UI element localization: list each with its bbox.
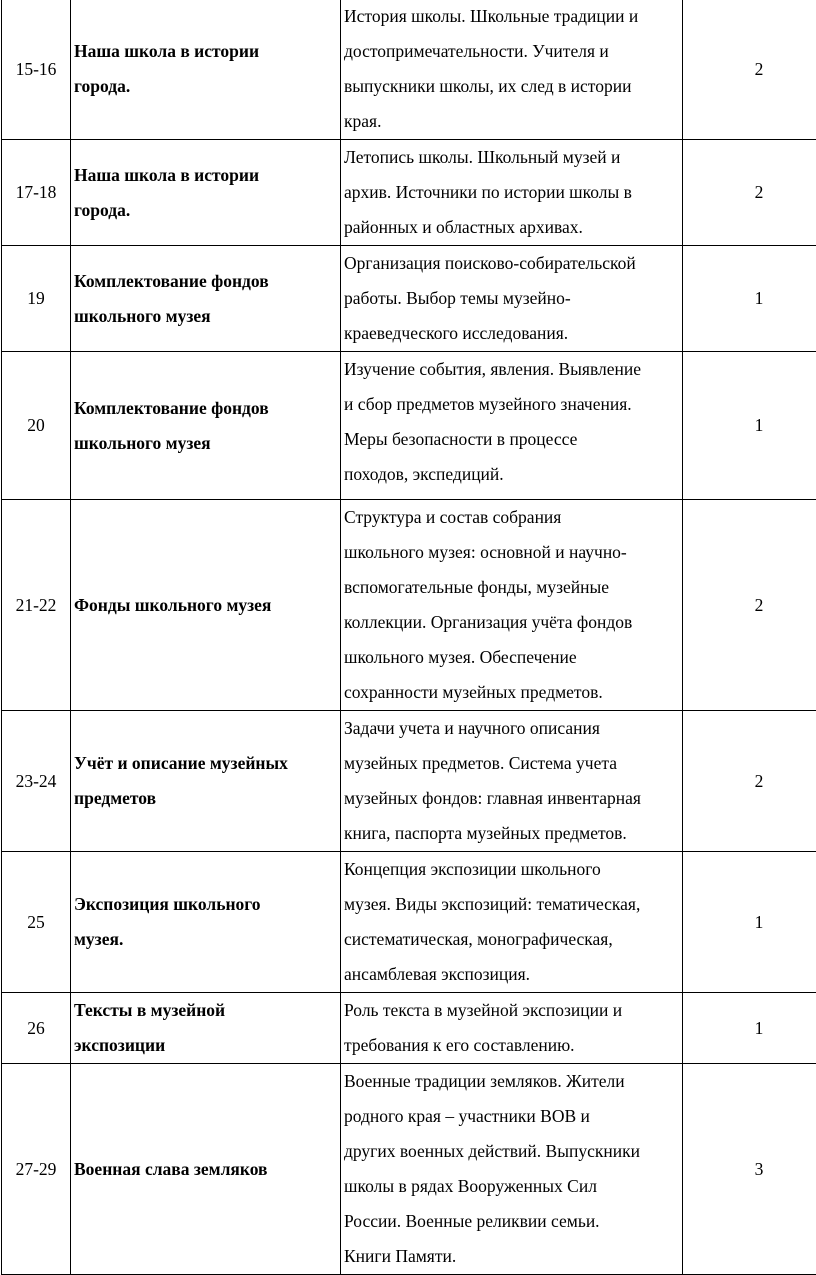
table-row bbox=[2, 711, 816, 852]
hours-count: 1 bbox=[683, 993, 816, 1064]
hours-count: 2 bbox=[683, 140, 816, 246]
lesson-number: 27-29 bbox=[2, 1064, 71, 1275]
topic-content: Изучение события, явления. Выявление и сбор предметов музейного значения. Меры безопасности в процессе походов, экспедиций. bbox=[341, 352, 683, 500]
hours-count: 3 bbox=[683, 1064, 816, 1275]
topic-content: Концепция экспозиции школьного музея. Виды экспозиций: тематическая, систематическая, монографическая, ансамблевая экспозиция. bbox=[341, 852, 683, 993]
table-row bbox=[2, 140, 816, 246]
lesson-number: 26 bbox=[2, 993, 71, 1064]
topic-title: Военная слава земляков bbox=[71, 1064, 341, 1275]
curriculum-table bbox=[1, 0, 816, 1275]
topic-content: Организация поисково-собирательской работы. Выбор темы музейно- краеведческого исследования. bbox=[341, 246, 683, 352]
lesson-number: 19 bbox=[2, 246, 71, 352]
hours-count: 2 bbox=[683, 711, 816, 852]
table-row bbox=[2, 1064, 816, 1275]
topic-content: Роль текста в музейной экспозиции и требования к его составлению. bbox=[341, 993, 683, 1064]
hours-count: 1 bbox=[683, 352, 816, 500]
table-row bbox=[2, 246, 816, 352]
topic-title: Тексты в музейной экспозиции bbox=[71, 993, 341, 1064]
hours-count: 1 bbox=[683, 246, 816, 352]
lesson-number: 23-24 bbox=[2, 711, 71, 852]
lesson-number: 15-16 bbox=[2, 0, 71, 140]
topic-content: История школы. Школьные традиции и достопримечательности. Учителя и выпускники школы, их след в истории края. bbox=[341, 0, 683, 140]
table-row bbox=[2, 993, 816, 1064]
topic-title: Комплектование фондов школьного музея bbox=[71, 352, 341, 500]
topic-title: Наша школа в истории города. bbox=[71, 140, 341, 246]
lesson-number: 17-18 bbox=[2, 140, 71, 246]
topic-title: Наша школа в истории города. bbox=[71, 0, 341, 140]
topic-title: Экспозиция школьного музея. bbox=[71, 852, 341, 993]
lesson-number: 21-22 bbox=[2, 500, 71, 711]
topic-title: Комплектование фондов школьного музея bbox=[71, 246, 341, 352]
lesson-number: 20 bbox=[2, 352, 71, 500]
topic-content: Структура и состав собрания школьного музея: основной и научно- вспомогательные фонды, музейные коллекции. Организация учёта фондов школьного музея. Обеспечение сохранности музейных предметов. bbox=[341, 500, 683, 711]
table-row bbox=[2, 852, 816, 993]
table-row bbox=[2, 352, 816, 500]
table-row bbox=[2, 0, 816, 140]
hours-count: 1 bbox=[683, 852, 816, 993]
table-row bbox=[2, 500, 816, 711]
topic-content: Летопись школы. Школьный музей и архив. Источники по истории школы в районных и областных архивах. bbox=[341, 140, 683, 246]
topic-title: Учёт и описание музейных предметов bbox=[71, 711, 341, 852]
lesson-number: 25 bbox=[2, 852, 71, 993]
topic-content: Военные традиции земляков. Жители родного края – участники ВОВ и других военных действий. Выпускники школы в рядах Вооруженных Сил России. Военные реликвии семьи. Книги Памяти. bbox=[341, 1064, 683, 1275]
hours-count: 2 bbox=[683, 0, 816, 140]
topic-content: Задачи учета и научного описания музейных предметов. Система учета музейных фондов: главная инвентарная книга, паспорта музейных предметов. bbox=[341, 711, 683, 852]
topic-title: Фонды школьного музея bbox=[71, 500, 341, 711]
hours-count: 2 bbox=[683, 500, 816, 711]
